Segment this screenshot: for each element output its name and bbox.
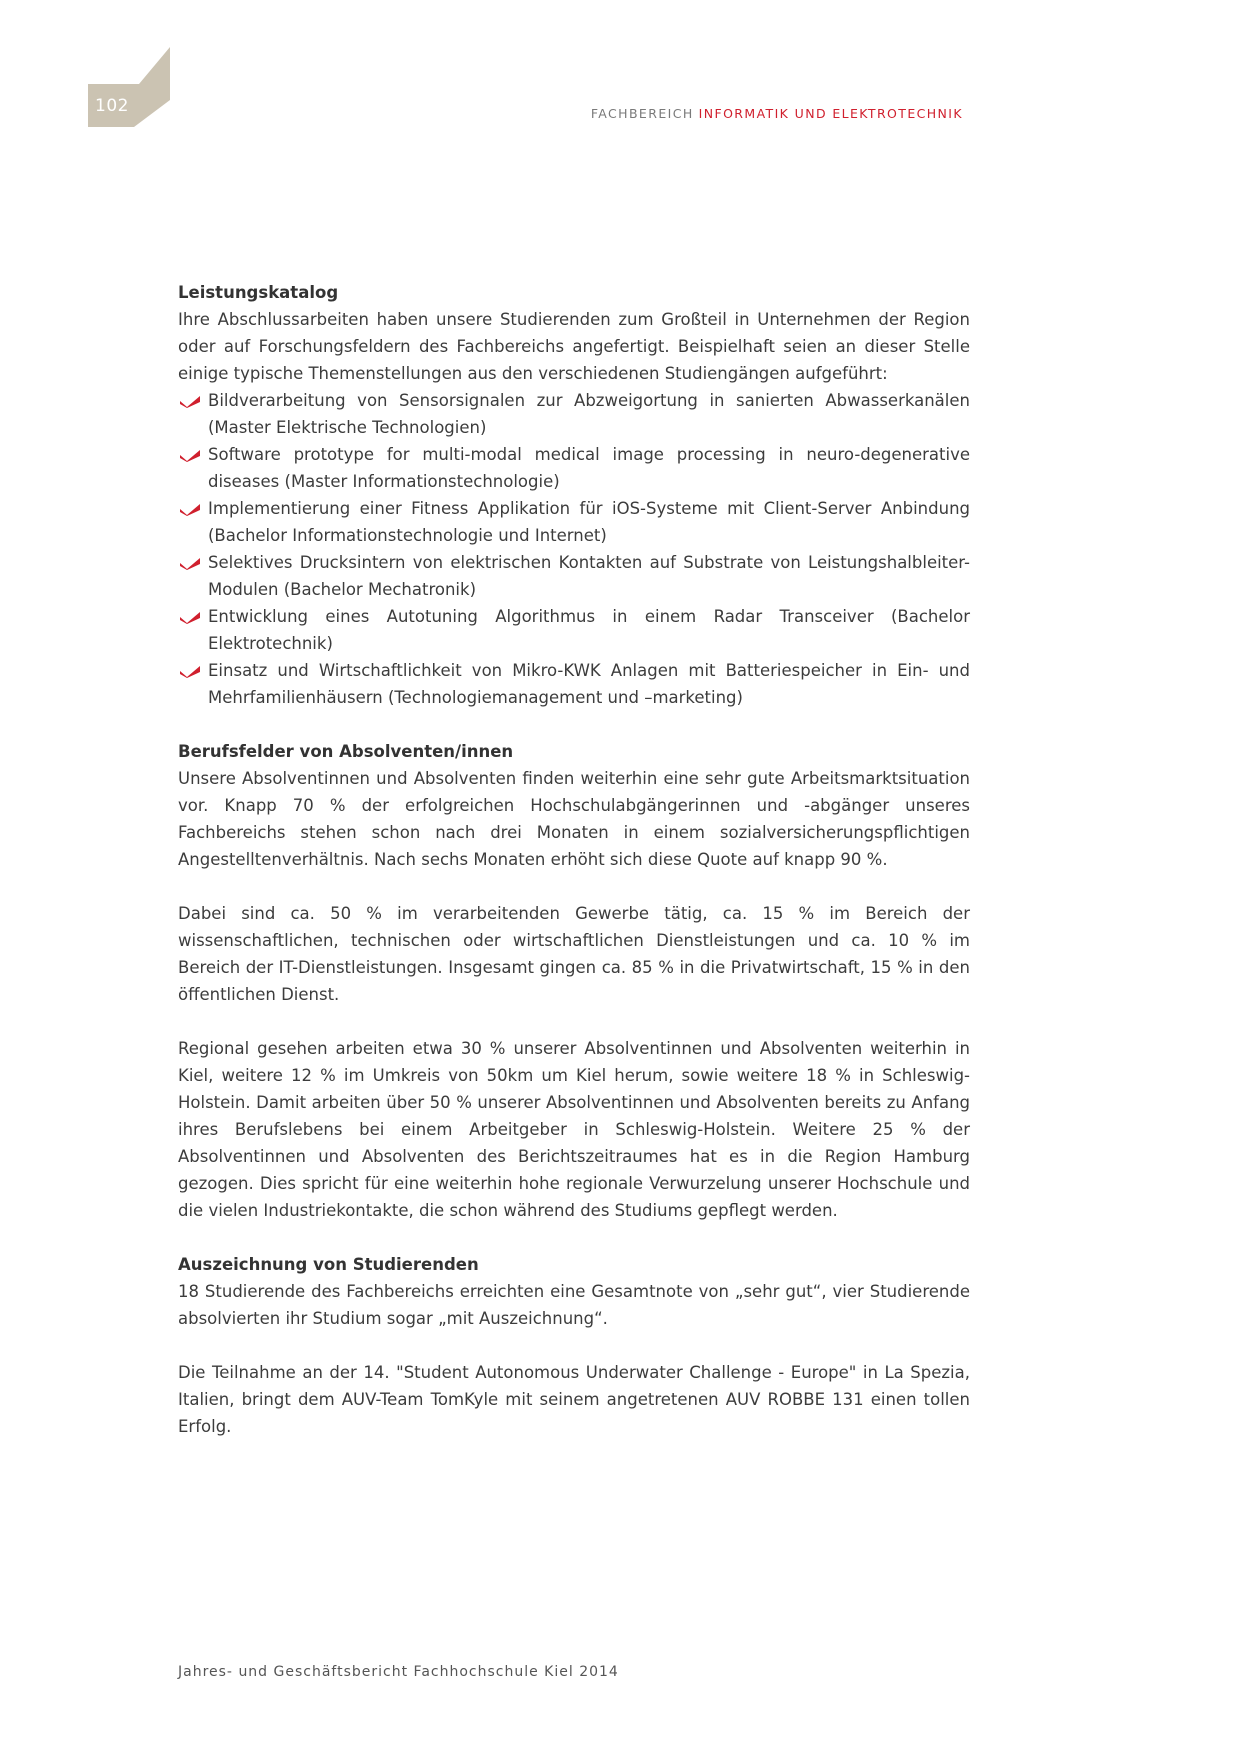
paragraph: Unsere Absolventinnen und Absolventen finden weiterhin eine sehr gute Arbeitsmarktsituation vor. Knapp 70 % der erfolgreichen Hochschulabgängerinnen und -abgänger unseres Fachbereichs stehen schon nach drei Monaten in einem sozialversicherungspflichtigen Angestelltenverhältnis. Nach sechs Monaten erhöht sich diese Quote auf knapp 90 %. [178, 769, 970, 869]
list-item [178, 603, 970, 657]
list-item-text: Bildverarbeitung von Sensorsignalen zur Abzweigortung in sanierten Abwasserkanälen (Master Elektrische Technologien) [208, 391, 970, 437]
list-item [178, 549, 970, 603]
section-auszeichnung [178, 1251, 970, 1440]
paragraph: Die Teilnahme an der 14. "Student Autonomous Underwater Challenge - Europe" in La Spezia, Italien, bringt dem AUV-Team TomKyle mit seinem angetretenen AUV ROBBE 131 einen tollen Erfolg. [178, 1363, 970, 1436]
section-title: Auszeichnung von Studierenden [178, 1255, 479, 1274]
department-name: INFORMATIK UND ELEKTROTECHNIK [698, 106, 963, 121]
list-item-text: Entwicklung eines Autotuning Algorithmus in einem Radar Transceiver (Bachelor Elektrotechnik) [208, 607, 970, 653]
page-footer: Jahres- und Geschäftsbericht Fachhochschule Kiel 2014 [178, 1664, 619, 1680]
thesis-topics-list [178, 387, 970, 711]
list-item-text: Selektives Drucksintern von elektrischen Kontakten auf Substrate von Leistungshalbleiter-Modulen (Bachelor Mechatronik) [208, 553, 970, 599]
main-content [178, 279, 970, 1440]
page-tab-decoration [0, 0, 180, 140]
running-head [591, 106, 963, 121]
list-item-text: Software prototype for multi-modal medical image processing in neuro-degenerative diseases (Master Informationstechnologie) [208, 445, 970, 491]
red-check-icon [179, 663, 201, 678]
department-prefix: FACHBEREICH [590, 106, 694, 121]
red-check-icon [179, 447, 201, 462]
paragraph: 18 Studierende des Fachbereichs erreichten eine Gesamtnote von „sehr gut“, vier Studierende absolvierten ihr Studium sogar „mit Auszeichnung“. [178, 1282, 970, 1328]
section-title: Berufsfelder von Absolventen/innen [178, 742, 514, 761]
red-check-icon [179, 555, 201, 570]
section-berufsfelder [178, 738, 970, 1224]
list-item-text: Implementierung einer Fitness Applikation für iOS-Systeme mit Client-Server Anbindung (Bachelor Informationstechnologie und Internet) [208, 499, 970, 545]
red-check-icon [179, 393, 201, 408]
intro-paragraph: Ihre Abschlussarbeiten haben unsere Studierenden zum Großteil in Unternehmen der Region oder auf Forschungsfeldern des Fachbereichs angefertigt. Beispielhaft seien an dieser Stelle einige typische Themenstellungen aus den verschiedenen Studiengängen aufgeführt: [178, 310, 970, 383]
list-item-text: Einsatz und Wirtschaftlichkeit von Mikro-KWK Anlagen mit Batteriespeicher in Ein- und Mehrfamilienhäusern (Technologiemanagement und –marketing) [208, 661, 970, 707]
list-item [178, 657, 970, 711]
section-leistungskatalog [178, 279, 970, 711]
red-check-icon [179, 609, 201, 624]
paragraph: Regional gesehen arbeiten etwa 30 % unserer Absolventinnen und Absolventen weiterhin in Kiel, weitere 12 % im Umkreis von 50km um Kiel herum, sowie weitere 18 % in Schleswig-Holstein. Damit arbeiten über 50 % unserer Absolventinnen und Absolventen bereits zu Anfang ihres Berufslebens bei einem Arbeitgeber in Schleswig-Holstein. Weitere 25 % der Absolventinnen und Absolventen des Berichtszeitraumes hat es in die Region Hamburg gezogen. Dies spricht für eine weiterhin hohe regionale Verwurzelung unserer Hochschule und die vielen Industriekontakte, die schon während des Studiums gepflegt werden. [178, 1039, 970, 1220]
list-item [178, 495, 970, 549]
paragraph: Dabei sind ca. 50 % im verarbeitenden Gewerbe tätig, ca. 15 % im Bereich der wissenschaftlichen, technischen oder wirtschaftlichen Dienstleistungen und ca. 10 % im Bereich der IT-Dienstleistungen. Insgesamt gingen ca. 85 % in die Privatwirtschaft, 15 % in den öffentlichen Dienst. [178, 904, 970, 1004]
page-number: 102 [95, 96, 129, 116]
list-item [178, 441, 970, 495]
list-item [178, 387, 970, 441]
section-title: Leistungskatalog [178, 283, 339, 302]
red-check-icon [179, 501, 201, 516]
